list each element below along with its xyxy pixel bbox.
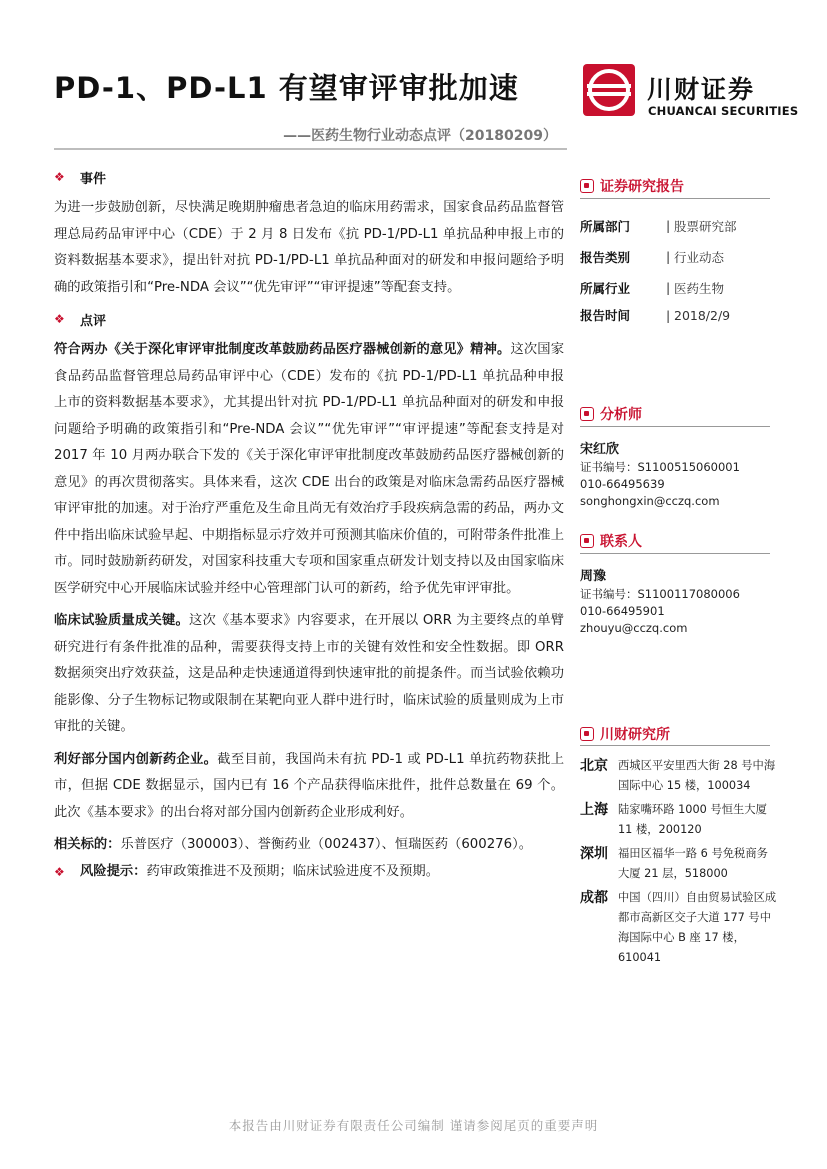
report-title: PD-1、PD-L1 有望审评审批加速 [54, 71, 519, 105]
diamond-bullet-icon: ❖ [54, 312, 65, 326]
footer-disclaimer: 本报告由川财证券有限责任公司编制 谨请参阅尾页的重要声明 [228, 1118, 599, 1133]
logo-en-text: CHUANCAI SECURITIES [648, 104, 799, 118]
office-beijing: 北京 西城区平安里西大街 28 号中海国际中心 15 楼，100034 [580, 758, 776, 792]
contact-name: 周豫 [580, 569, 607, 584]
comment-paragraph-1: 符合两办《关于深化审评审批制度改革鼓励药品医疗器械创新的意见》精神。这次国家食品药品监督管理总局药品审评中心（CDE）发布的《抗 PD-1/PD-L1 单抗品种申报上市的资料数据基本要求》，尤其提出针对抗 PD-1/PD-L1 单抗品种面对的研发和申报问题给予明确的政策指引和“Pre-NDA 会议”“优先审评”“审评提速”等配套支持是对 2017 年 10 月两办联合下发的《关于深化审评审批制度改革鼓励药品医疗器械创新的意见》的再次贯彻落实。具体来看，这次 CDE 出台的政策是对临床急需药品医疗器械审评审批的加速。对于治疗严重危及生命且尚无有效治疗手段疾病急需的药品，两办文件中指出临床试验早起、中期指标显示疗效并可预测其临床价值的，可附带条件批准上市。同时鼓励新药研发，对国家科技重大专项和国家重点研发计划支持以及由国家临床医学研究中心开展临床试验并经中心管理部门认可的新药，给予优先审评审批。 [54, 342, 565, 596]
contact-email[interactable]: zhouyu@cczq.com [580, 621, 688, 635]
office-chengdu: 成都 中国（四川）自由贸易试验区成都市高新区交子大道 177 号中海国际中心 B 座 17 楼，610041 [580, 890, 777, 964]
header-divider [54, 148, 567, 150]
info-row-industry: 所属行业 | 医药生物 [580, 280, 725, 296]
institute-panel [580, 724, 790, 972]
analyst-heading: 分析师 [580, 404, 790, 424]
main-content [54, 163, 564, 885]
risk-warning: ❖ 风险提示：药审政策推进不及预期；临床试验进度不及预期。 [54, 859, 564, 885]
comment-paragraph-3: 利好部分国内创新药企业。截至目前，我国尚未有抗 PD-1 或 PD-L1 单抗药物获批上市，但据 CDE 数据显示，国内已有 16 个产品获得临床批件，批件总数量在 69 个。此次《基本要求》的出台将对部分国内创新药企业形成利好。 [54, 751, 564, 820]
report-subtitle: ——医药生物行业动态点评（20180209） [283, 128, 557, 144]
contact-phone: 010-66495901 [580, 604, 665, 618]
diamond-bullet-icon: ❖ [54, 170, 65, 184]
report-divider [580, 198, 770, 199]
office-shenzhen: 深圳 福田区福华一路 6 号免税商务大厦 21 层，518000 [580, 846, 768, 880]
square-bullet-icon [580, 727, 594, 741]
contact-cert: 证书编号：S1100117080006 [580, 587, 740, 601]
analyst-divider [580, 426, 770, 427]
square-bullet-icon [580, 179, 594, 193]
logo-cn-text: 川财证券 [647, 75, 756, 104]
chuancai-logo-icon [583, 64, 635, 116]
analyst-panel [580, 404, 790, 510]
event-paragraph: 为进一步鼓励创新，尽快满足晚期肿瘤患者急迫的临床用药需求，国家食品药品监督管理总局药品审评中心（CDE）于 2 月 8 日发布《抗 PD-1/PD-L1 单抗品种申报上市的资料数据基本要求》，提出针对抗 PD-1/PD-L1 单抗品种面对的研发和申报问题给予明确的政策指引和“Pre-NDA 会议”“优先审评”“审评提速”等配套支持。 [54, 200, 564, 295]
analyst-name: 宋红欣 [580, 442, 620, 457]
info-row-department: 所属部门 | 股票研究部 [580, 218, 737, 234]
info-row-category: 报告类别 | 行业动态 [580, 249, 725, 265]
report-heading: 证券研究报告 [580, 176, 790, 196]
analyst-email[interactable]: songhongxin@cczq.com [580, 494, 720, 508]
square-bullet-icon [580, 407, 594, 421]
comment-heading: ❖ 点评 [54, 312, 107, 329]
analyst-cert: 证书编号：S1100515060001 [580, 460, 740, 474]
contact-heading: 联系人 [580, 531, 790, 551]
office-shanghai: 上海 陆家嘴环路 1000 号恒生大厦 11 楼，200120 [580, 802, 767, 836]
related-stocks: 相关标的：乐普医疗（300003）、誉衡药业（002437）、恒瑞医药（600276）。 [54, 837, 533, 852]
contact-panel [580, 531, 790, 637]
contact-divider [580, 553, 770, 554]
comment-paragraph-2: 临床试验质量成关键。这次《基本要求》内容要求，在开展以 ORR 为主要终点的单臂研究进行有条件批准的品种，需要获得支持上市的关键有效性和安全性数据。即 ORR 数据须突出疗效获益，这是品种走快速通道得到快速审批的前提条件。而当试验依赖功能影像、分子生物标记物或限制在某靶向亚人群中进行时，临床试验的质量则成为上市审批的关键。 [54, 613, 565, 734]
analyst-phone: 010-66495639 [580, 477, 665, 491]
institute-heading: 川财研究所 [580, 724, 790, 744]
diamond-bullet-icon: ❖ [54, 864, 65, 879]
event-heading: ❖ 事件 [54, 170, 107, 187]
info-row-date: 报告时间 | 2018/2/9 [580, 307, 731, 323]
square-bullet-icon [580, 534, 594, 548]
institute-divider [580, 745, 770, 746]
